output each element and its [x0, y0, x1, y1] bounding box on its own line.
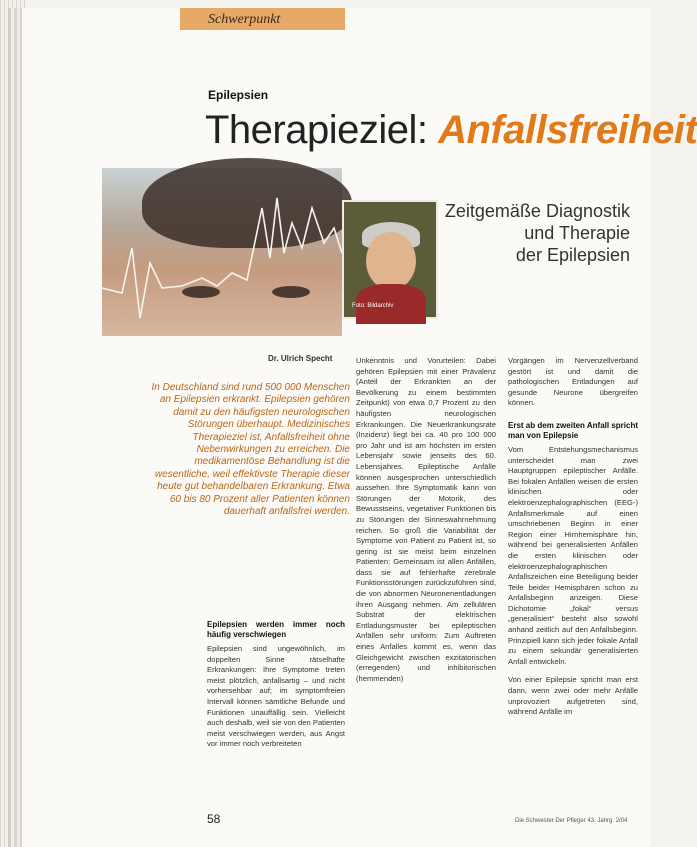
headline-part1: Therapieziel:: [205, 108, 439, 152]
subtitle-line: der Epilepsien: [515, 245, 630, 265]
child-photo: [342, 200, 438, 319]
column-3-intro: Vorgängen im Nervenzellverband gestört ist und damit die pathologischen Entladungen auf gesunde Neurone übergreifen können.: [508, 356, 638, 408]
column-1: [207, 620, 345, 750]
column-3: [508, 356, 638, 718]
column-2: [356, 356, 496, 684]
column-3-text: Vom Entstehungsmechanismus unterscheidet man zwei Hauptgruppen epileptischer Anfälle. Bei fokalen Anfällen weisen die ersten klinischen oder elektroenzephalographischen (EEG-) Anfallsmerkmale auf einen umschriebenen Beginn in einer Region einer Hirnhemisphäre hin, während bei generalisierten Anfällen die ersten klinischen oder elektroenzephalographischen Anfallszeichen eine Beteiligung beider Teile beider Hemisphären schon zu Anfallsbeginn anzeigen. Diese Dichotomie „fokal“ versus „generalisiert“ besteht also sowohl anhand zeitlich auf den Anfallsbeginn. Prinzipiell kann sich jeder fokale Anfall zu einem sekundär generalisierten Anfall entwickeln.: [508, 444, 638, 666]
column-3-tail: Von einer Epilepsie spricht man erst dann, wenn zwei oder mehr Anfälle unprovoziert aufgetreten sind, während Anfälle im: [508, 675, 638, 717]
author: Dr. Ulrich Specht: [268, 354, 333, 363]
subtitle-line: Zeitgemäße Diagnostik: [444, 201, 630, 221]
kicker: Epilepsien: [208, 88, 269, 102]
headline: [205, 108, 697, 153]
photo-credit: Foto: Bildarchiv: [352, 303, 394, 309]
column-2-text: Unkenntnis und Vorurteilen: Dabei gehören Epilepsien mit einer Prävalenz (Anteil der Erkrankten an der Bevölkerung zu einem bestimmten Zeitpunkt) von etwa 0,7 Prozent zu den häufigsten neurologischen Erkrankungen. Die Neuerkrankungsrate (Inzidenz) liegt bei ca. 40 pro 100 000 pro Jahr und ist am höchsten im ersten Lebensjahr sowie jenseits des 60. Lebensjahres. Epileptische Anfälle können ausgesprochen unterschiedlich aussehen. Ihre Symptomatik kann von Störungen der Motorik, des Bewusstseins, vegetativer Funktionen bis zu Störungen der Sinneswahrnehmung reichen. So groß die Variabilität der Symptome von Patient zu Patient ist, so gering ist sie meist beim einzelnen Patienten: Gemeinsam ist allen Anfällen, dass sie auf fehlerhafte zerebrale Funktionsstörungen zurückzuführen sind, die von abnormen Neuronenentladungen ihren Ausgang nehmen. Am zellulären Substrat der elektrischen Entladungsmuster bei epileptischen Anfällen sehr uniform: Zum Auftreten eines Anfalles kommt es, wenn das Gleichgewicht zwischen exzitatorischen (erregenden) und inhibitorischen (hemmenden): [356, 356, 496, 683]
page-number: 58: [207, 812, 221, 826]
column-1-text: Epilepsien sind ungewöhnlich, im doppelten Sinne rätselhafte Erkrankungen: Ihre Symptome treten meist plötzlich, anfallsartig – und nicht vorhersehbar auf; im symptomfreien Intervall können sämtliche Befunde und Funktionen unauffällig sein. Vielleicht auch deshalb, weil sie von den Patienten meist verschwiegen werden, aus Angst vor immer noch verbreiteten: [207, 644, 345, 749]
column-1-heading: Epilepsien werden immer noch häufig verschwiegen: [207, 620, 345, 639]
child-face: [366, 232, 416, 290]
column-3-heading: Erst ab dem zweiten Anfall spricht man von Epilepsie: [508, 420, 638, 440]
subtitle-line: und Therapie: [524, 223, 630, 243]
subtitle: [445, 200, 630, 266]
lead-paragraph: In Deutschland sind rund 500 000 Menschen an Epilepsien erkrankt. Epilepsien gehören damit zu den häufigsten neurologischen Störungen überhaupt. Medizinisches Therapieziel ist, Anfallsfreiheit ohne Nebenwirkungen zu erreichen. Die medikamentöse Behandlung ist die wesentliche, weil effektivste Therapie dieser heute gut behandelbaren Erkrankung. Etwa 60 bis 80 Prozent aller Patienten können dauerhaft anfallsfrei werden.: [151, 382, 350, 518]
headline-part2: Anfallsfreiheit: [438, 108, 697, 152]
running-footer: Die Schwester Der Pfleger 43. Jahrg. 2/04: [515, 818, 628, 824]
section-label: Schwerpunkt: [208, 12, 281, 27]
